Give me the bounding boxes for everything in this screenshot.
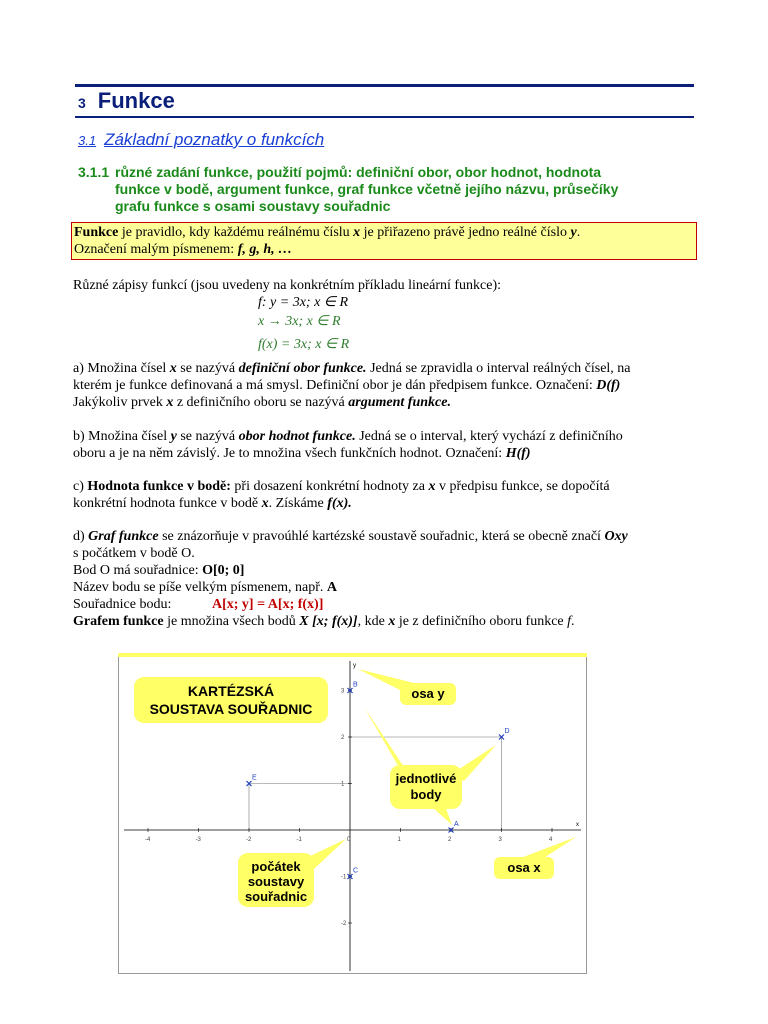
term-graf: Graf funkce xyxy=(88,529,159,544)
formula-3: f(x) = 3x; x ∈ R xyxy=(258,337,350,352)
definition-var-y: y xyxy=(570,225,577,240)
section-title: Základní poznatky o funkcích xyxy=(104,130,325,149)
para-text: se nazývá xyxy=(176,429,239,444)
y-tick-label: -2 xyxy=(341,921,347,927)
para-text: s počátkem v bodě O. xyxy=(73,546,195,561)
definition-term: Funkce xyxy=(74,225,119,240)
var-x: x xyxy=(169,361,177,376)
figure-top-stripe xyxy=(118,653,587,657)
definition-line2: Označení malým písmenem: xyxy=(74,242,238,257)
cartesian-figure xyxy=(118,653,587,974)
x-tick-label: 1 xyxy=(397,837,401,843)
var-x: x xyxy=(261,496,269,511)
x-axis-label: x xyxy=(576,822,579,828)
definition-letters: f, g, h, … xyxy=(237,242,293,257)
intro-text: Různé zápisy funkcí (jsou uvedeny na konkrétním příkladu lineární funkce): xyxy=(73,278,502,293)
subsection-line: funkce v bodě, argument funkce, graf funkce včetně jejího názvu, průsečíky xyxy=(115,181,619,197)
para-text: Jakýkoliv prvek xyxy=(73,395,167,410)
var-x: x xyxy=(428,479,436,494)
para-text: . Získáme xyxy=(268,496,328,511)
symbol-xpoint: X [x; f(x)] xyxy=(299,614,358,629)
section-heading xyxy=(78,130,324,150)
x-tick-label: 0 xyxy=(347,837,351,843)
para-text: oboru a je na něm závislý. Je to množina všech funkčních hodnot. Označení: xyxy=(73,446,506,461)
var-y: y xyxy=(170,429,177,444)
term-definicni-obor: definiční obor funkce. xyxy=(238,361,367,376)
term-hodnota: Hodnota funkce v bodě: xyxy=(87,479,231,494)
subsection-line: různé zadání funkce, použití pojmů: definiční obor, obor hodnot, hodnota xyxy=(115,164,602,180)
para-text: , kde xyxy=(357,614,389,629)
para-text: kterém je funkce definovaná a má smysl. Definiční obor je dán předpisem funkce. Označení: xyxy=(73,378,597,393)
para-text: b) Množina čísel xyxy=(73,429,171,444)
para-text: Název bodu se píše velkým písmenem, např. xyxy=(73,580,327,595)
x-tick-label: -4 xyxy=(145,837,151,843)
para-text: Jedná se o interval, který vychází z definičního xyxy=(355,429,623,444)
callout-body-line2: body xyxy=(410,787,442,802)
term-argument: argument funkce. xyxy=(348,395,451,410)
paragraph-c xyxy=(73,478,703,512)
definition-text: . xyxy=(576,225,581,240)
callout-pocatek-line1: počátek xyxy=(251,859,301,874)
para-text: při dosazení konkrétní hodnoty za xyxy=(230,479,429,494)
para-text: a) Množina čísel xyxy=(73,361,170,376)
callout-pocatek-line3: souřadnic xyxy=(244,889,308,904)
callout-body-line1: jednotlivé xyxy=(395,771,457,786)
symbol-fx: f(x). xyxy=(327,496,352,511)
point-label: B xyxy=(353,681,358,689)
chapter-number: 3 xyxy=(78,95,86,111)
callout-osa-x: osa x xyxy=(507,860,541,875)
para-text: se znázorňuje v pravoúhlé kartézské soustavě souřadnic, která se obecně značí xyxy=(158,529,605,544)
var-x: x xyxy=(166,395,174,410)
x-tick-label: 4 xyxy=(549,837,553,843)
symbol-hf: H(f) xyxy=(505,446,531,461)
para-text: Souřadnice bodu: xyxy=(73,597,172,612)
para-text: se nazývá xyxy=(176,361,239,376)
point-name-example: A xyxy=(326,580,338,595)
subsection-line: grafu funkce s osami soustavy souřadnic xyxy=(115,198,391,214)
x-tick-label: 3 xyxy=(498,837,502,843)
term-obor-hodnot: obor hodnot funkce. xyxy=(238,429,356,444)
subsection-number: 3.1.1 xyxy=(78,164,110,180)
para-text: v předpisu funkce, se dopočítá xyxy=(435,479,610,494)
definition-box xyxy=(71,222,697,260)
figure-title-line2: SOUSTAVA SOUŘADNIC xyxy=(149,701,313,717)
paragraph-b xyxy=(73,428,703,462)
callout-pocatek-line2: soustavy xyxy=(247,874,305,889)
var-f: f xyxy=(567,614,572,629)
x-tick-label: -3 xyxy=(195,837,201,843)
para-text: Jedná se zpravidla o interval reálných čísel, na xyxy=(366,361,631,376)
point-label: A xyxy=(454,821,459,828)
y-axis-label: y xyxy=(353,663,356,669)
y-tick-label: 1 xyxy=(341,781,345,788)
x-tick-label: 2 xyxy=(448,837,452,843)
y-tick-label: 2 xyxy=(341,735,345,741)
formula-2: x → 3x; x ∈ R xyxy=(258,314,341,329)
para-text: . xyxy=(571,614,575,629)
formula-1: f: y = 3x; x ∈ R xyxy=(258,295,349,310)
definition-text: je přiřazeno právě jedno reálné číslo xyxy=(360,225,571,240)
chapter-title: Funkce xyxy=(97,88,175,113)
y-tick-label: 3 xyxy=(341,688,345,695)
point-label: C xyxy=(353,867,359,875)
para-text: d) xyxy=(73,529,89,544)
para-text: c) xyxy=(73,479,88,494)
point-label: D xyxy=(504,728,510,735)
chapter-bottom-rule xyxy=(75,116,694,118)
point-coords-formula: A[x; y] = A[x; f(x)] xyxy=(212,597,324,612)
x-tick-label: -1 xyxy=(296,837,302,843)
symbol-df: D(f) xyxy=(596,378,621,393)
subsection-heading xyxy=(78,164,678,215)
figure-title-line1: KARTÉZSKÁ xyxy=(187,683,275,699)
chapter-top-rule xyxy=(75,84,694,87)
para-text: je z definičního oboru funkce xyxy=(395,614,568,629)
para-text: Bod O má souřadnice: xyxy=(73,563,203,578)
para-text: je množina všech bodů xyxy=(163,614,300,629)
section-number: 3.1 xyxy=(78,133,97,148)
callout-osa-y: osa y xyxy=(411,686,445,701)
origin-coords: O[0; 0] xyxy=(202,563,245,578)
x-tick-label: -2 xyxy=(246,837,252,843)
paragraph-d xyxy=(73,528,703,630)
point-label: E xyxy=(252,774,257,782)
para-text: konkrétní hodnota funkce v bodě xyxy=(73,496,262,511)
para-text: z definičního oboru se nazývá xyxy=(173,395,349,410)
definition-text: je pravidlo, kdy každému reálnému číslu xyxy=(118,225,354,240)
definition-var-x: x xyxy=(353,225,361,240)
y-tick-label: -1 xyxy=(341,874,347,881)
chapter-heading xyxy=(78,88,175,114)
paragraph-a xyxy=(73,360,703,411)
symbol-oxy: Oxy xyxy=(604,529,628,544)
var-x: x xyxy=(388,614,396,629)
term-grafem: Grafem funkce xyxy=(73,614,164,629)
